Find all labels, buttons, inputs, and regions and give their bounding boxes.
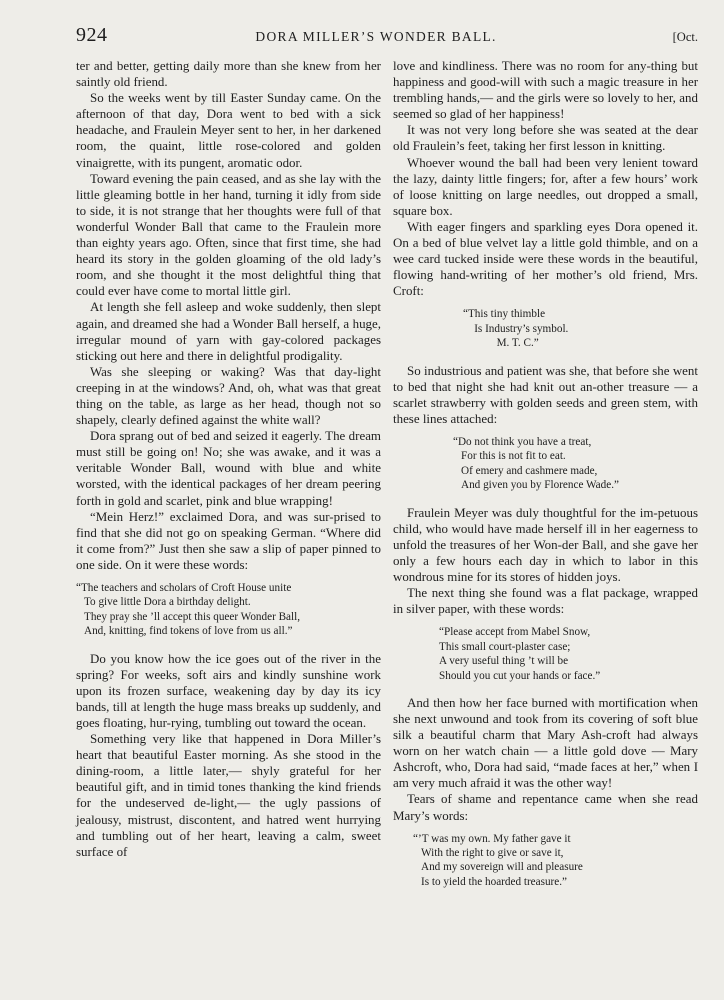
verse-line: This small court-plaster case; (439, 640, 571, 653)
issue-month: [Oct. (672, 30, 698, 44)
paragraph: With eager fingers and sparkling eyes Dora opened it. On a bed of blue velvet lay a little gold thimble, and on a wee card tucked inside were these words in the beautiful, flowing hand-writing of her mother’s old friend, Mrs. Croft: (393, 218, 698, 299)
verse-line: Is Industry’s symbol. (463, 322, 569, 335)
page-header (76, 24, 698, 52)
verse-block (393, 307, 698, 350)
paragraph: So industrious and patient was she, that before she went to bed that night she had knit out an-other treasure — a scarlet strawberry with golden seeds and green stem, with these lines attached: (393, 362, 698, 426)
paragraph: And then how her face burned with mortification when she next unwound and took from its covering of soft blue silk a beautiful charm that Mary Ash-croft had always worn on her watch chain — a little gold dove — Mary Ashcroft, who, Dora had said, “made faces at her,” when I am very much afraid it was the other way! (393, 694, 698, 791)
verse-line: “’T was my own. My father gave it (413, 832, 571, 845)
paragraph: Do you know how the ice goes out of the river in the spring? For weeks, soft airs and kindly sunshine work upon its frozen surface, weakening day by day its icy bands, till at length the huge mass breaks up suddenly, and goes floating, hur-rying, tumbling out toward the ocean. (76, 650, 381, 730)
paragraph: ter and better, getting daily more than she knew from her saintly old friend. (76, 58, 381, 90)
paragraph: Toward evening the pain ceased, and as she lay with the little gleaming bottle in her hand, turning it idly from side to side, it is not strange that her thoughts were full of that wonderful Wonder Ball that came to the Fraulein more than eighty years ago. Often, since that first time, she had heard its story in the golden gloaming of the old lady’s room, and she thought it the most delightful thing that could ever have come to mortal little girl. (76, 170, 381, 299)
verse-line: To give little Dora a birthday delight. (84, 596, 251, 609)
verse-line: And my sovereign will and pleasure (421, 861, 583, 874)
paragraph: So the weeks went by till Easter Sunday came. On the afternoon of that day, Dora went to bed with a sick headache, and Fraulein Meyer sent to her, in her darkened room, the quaint, little rose-colored and golden vinaigrette, with its pungent, aromatic odor. (76, 90, 381, 170)
running-title: DORA MILLER’S WONDER BALL. (255, 29, 497, 44)
verse-line: M. T. C.” (463, 337, 539, 350)
text-columns (76, 58, 698, 901)
verse-block (393, 435, 698, 493)
right-column (393, 58, 698, 901)
paragraph: At length she fell asleep and woke suddenly, then slept again, and dreamed she had a Wonder Ball herself, a huge, irregular mound of yarn with gay-colored packages sticking out here and there in delightful prodigality. (76, 299, 381, 363)
verse-line: With the right to give or save it, (421, 847, 564, 860)
verse-line: “The teachers and scholars of Croft House unite (76, 582, 292, 594)
paragraph: It was not very long before she was seated at the dear old Fraulein’s feet, taking her first lesson in knitting. (393, 122, 698, 154)
verse-block (393, 832, 698, 890)
paragraph: Dora sprang out of bed and seized it eagerly. The dream must still be going on! No; she was awake, and it was a veritable Wonder Ball, wound with blue and white worsted, with the identical packages of her dream peering forth in gold and scarlet, pink and blue wrapping! (76, 428, 381, 508)
verse-line: “This tiny thimble (463, 308, 546, 321)
verse-line: A very useful thing ’t will be (439, 655, 569, 668)
paragraph: Fraulein Meyer was duly thoughtful for the im-petuous child, who would have made herself ill in her eagerness to unfold the treasures of her Won-der Ball, and she gave her only a few hours each day in which to labor in this wondrous mine for its stores of hidden joys. (393, 504, 698, 584)
paragraph: love and kindliness. There was no room for any-thing but happiness and good-will with such a magic treasure in her trembling hands,— and the girls were so lovely to her, and seemed so glad of her happiness! (393, 58, 698, 122)
paragraph: Whoever wound the ball had been very lenient toward the lazy, dainty little fingers; for, after a few hours’ work of loose knitting on large needles, out dropped a small, square box. (393, 154, 698, 218)
paragraph: “Mein Herz!” exclaimed Dora, and was sur-prised to find that she did not go on speaking German. “Where did it come from?” Just then she saw a slip of paper pinned to one side. On it were these words: (76, 508, 381, 572)
verse-block (76, 581, 381, 639)
paragraph: Tears of shame and repentance came when she read Mary’s words: (393, 791, 698, 823)
paragraph: Something very like that happened in Dora Miller’s heart that beautiful Easter morning. As she stood in the dining-room, a little later,— shyly grateful for her beautiful gift, and in timid tones thanking the kind friends for the undeserved de-light,— the ugly passions of jealousy, mistrust, discontent, and hatred went hurrying and tumbling out of her heart, leaving a calm, sweet surface of (76, 731, 381, 859)
paragraph: The next thing she found was a flat package, wrapped in silver paper, with these words: (393, 585, 698, 617)
verse-line: “Please accept from Mabel Snow, (439, 626, 591, 639)
verse-line: They pray she ’ll accept this queer Wonder Ball, (84, 610, 301, 623)
verse-line: Is to yield the hoarded treasure.” (421, 875, 568, 888)
verse-line: And, knitting, find tokens of love from us all.” (84, 625, 293, 638)
verse-line: “Do not think you have a treat, (453, 436, 592, 448)
verse-line: Of emery and cashmere made, (461, 464, 598, 477)
verse-line: For this is not fit to eat. (461, 450, 566, 463)
page-number: 924 (76, 24, 108, 46)
verse-block (393, 625, 698, 683)
paragraph: Was she sleeping or waking? Was that day-light creeping in at the windows? And, oh, what was that great thing on the table, as large as her head, though not so shapely, clearly defined against the white wall? (76, 363, 381, 428)
left-column (76, 58, 381, 901)
verse-line: Should you cut your hands or face.” (439, 669, 601, 682)
verse-line: And given you by Florence Wade.” (461, 479, 619, 492)
